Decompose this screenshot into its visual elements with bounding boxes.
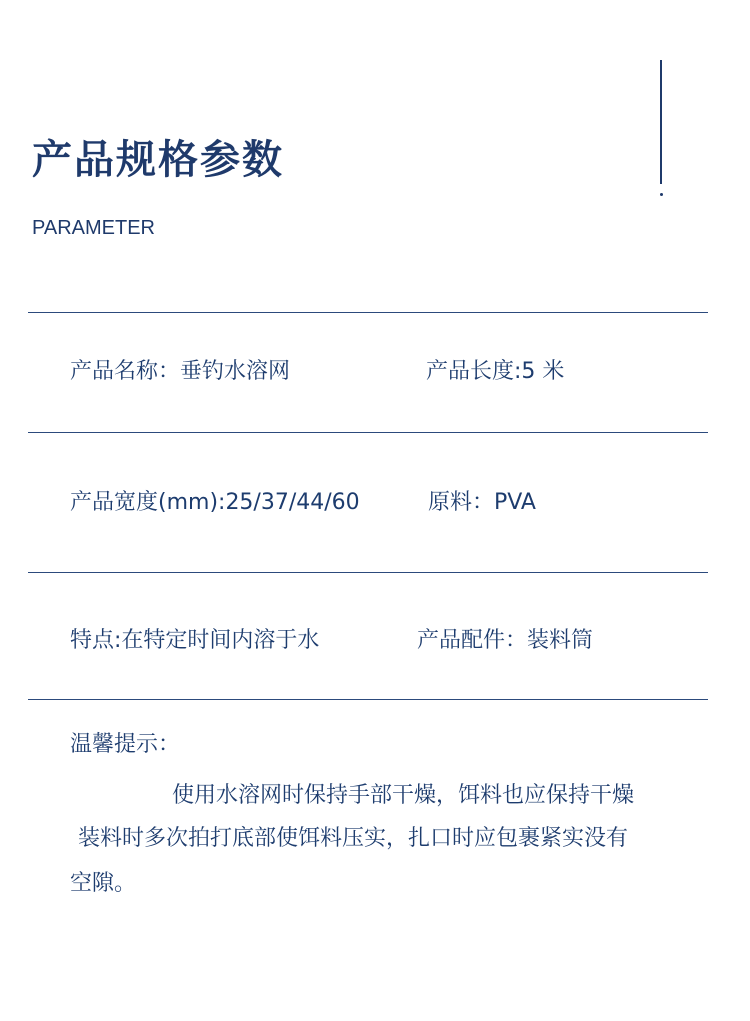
divider-line xyxy=(28,572,708,573)
spec-material: 原料：PVA xyxy=(428,490,536,515)
divider-line xyxy=(28,432,708,433)
vertical-divider-dot xyxy=(660,193,663,196)
vertical-divider xyxy=(660,60,662,184)
tips-line: 装料时多次拍打底部使饵料压实，扎口时应包裹紧实没有 xyxy=(78,826,629,851)
page-title: 产品规格参数 xyxy=(32,137,284,183)
page-subtitle: PARAMETER xyxy=(32,217,155,239)
spec-product-width: 产品宽度(mm):25/37/44/60 xyxy=(70,490,360,515)
tips-title: 温馨提示： xyxy=(70,732,181,757)
divider-line xyxy=(28,699,708,700)
spec-accessory: 产品配件：装料筒 xyxy=(417,628,594,653)
tips-line: 空隙。 xyxy=(70,871,137,896)
spec-product-length: 产品长度:5 米 xyxy=(426,359,565,384)
divider-line xyxy=(28,312,708,313)
spec-product-name: 产品名称：垂钓水溶网 xyxy=(70,359,291,384)
tips-line: 使用水溶网时保持手部干燥，饵料也应保持干燥 xyxy=(172,783,635,808)
spec-feature: 特点:在特定时间内溶于水 xyxy=(70,628,320,653)
